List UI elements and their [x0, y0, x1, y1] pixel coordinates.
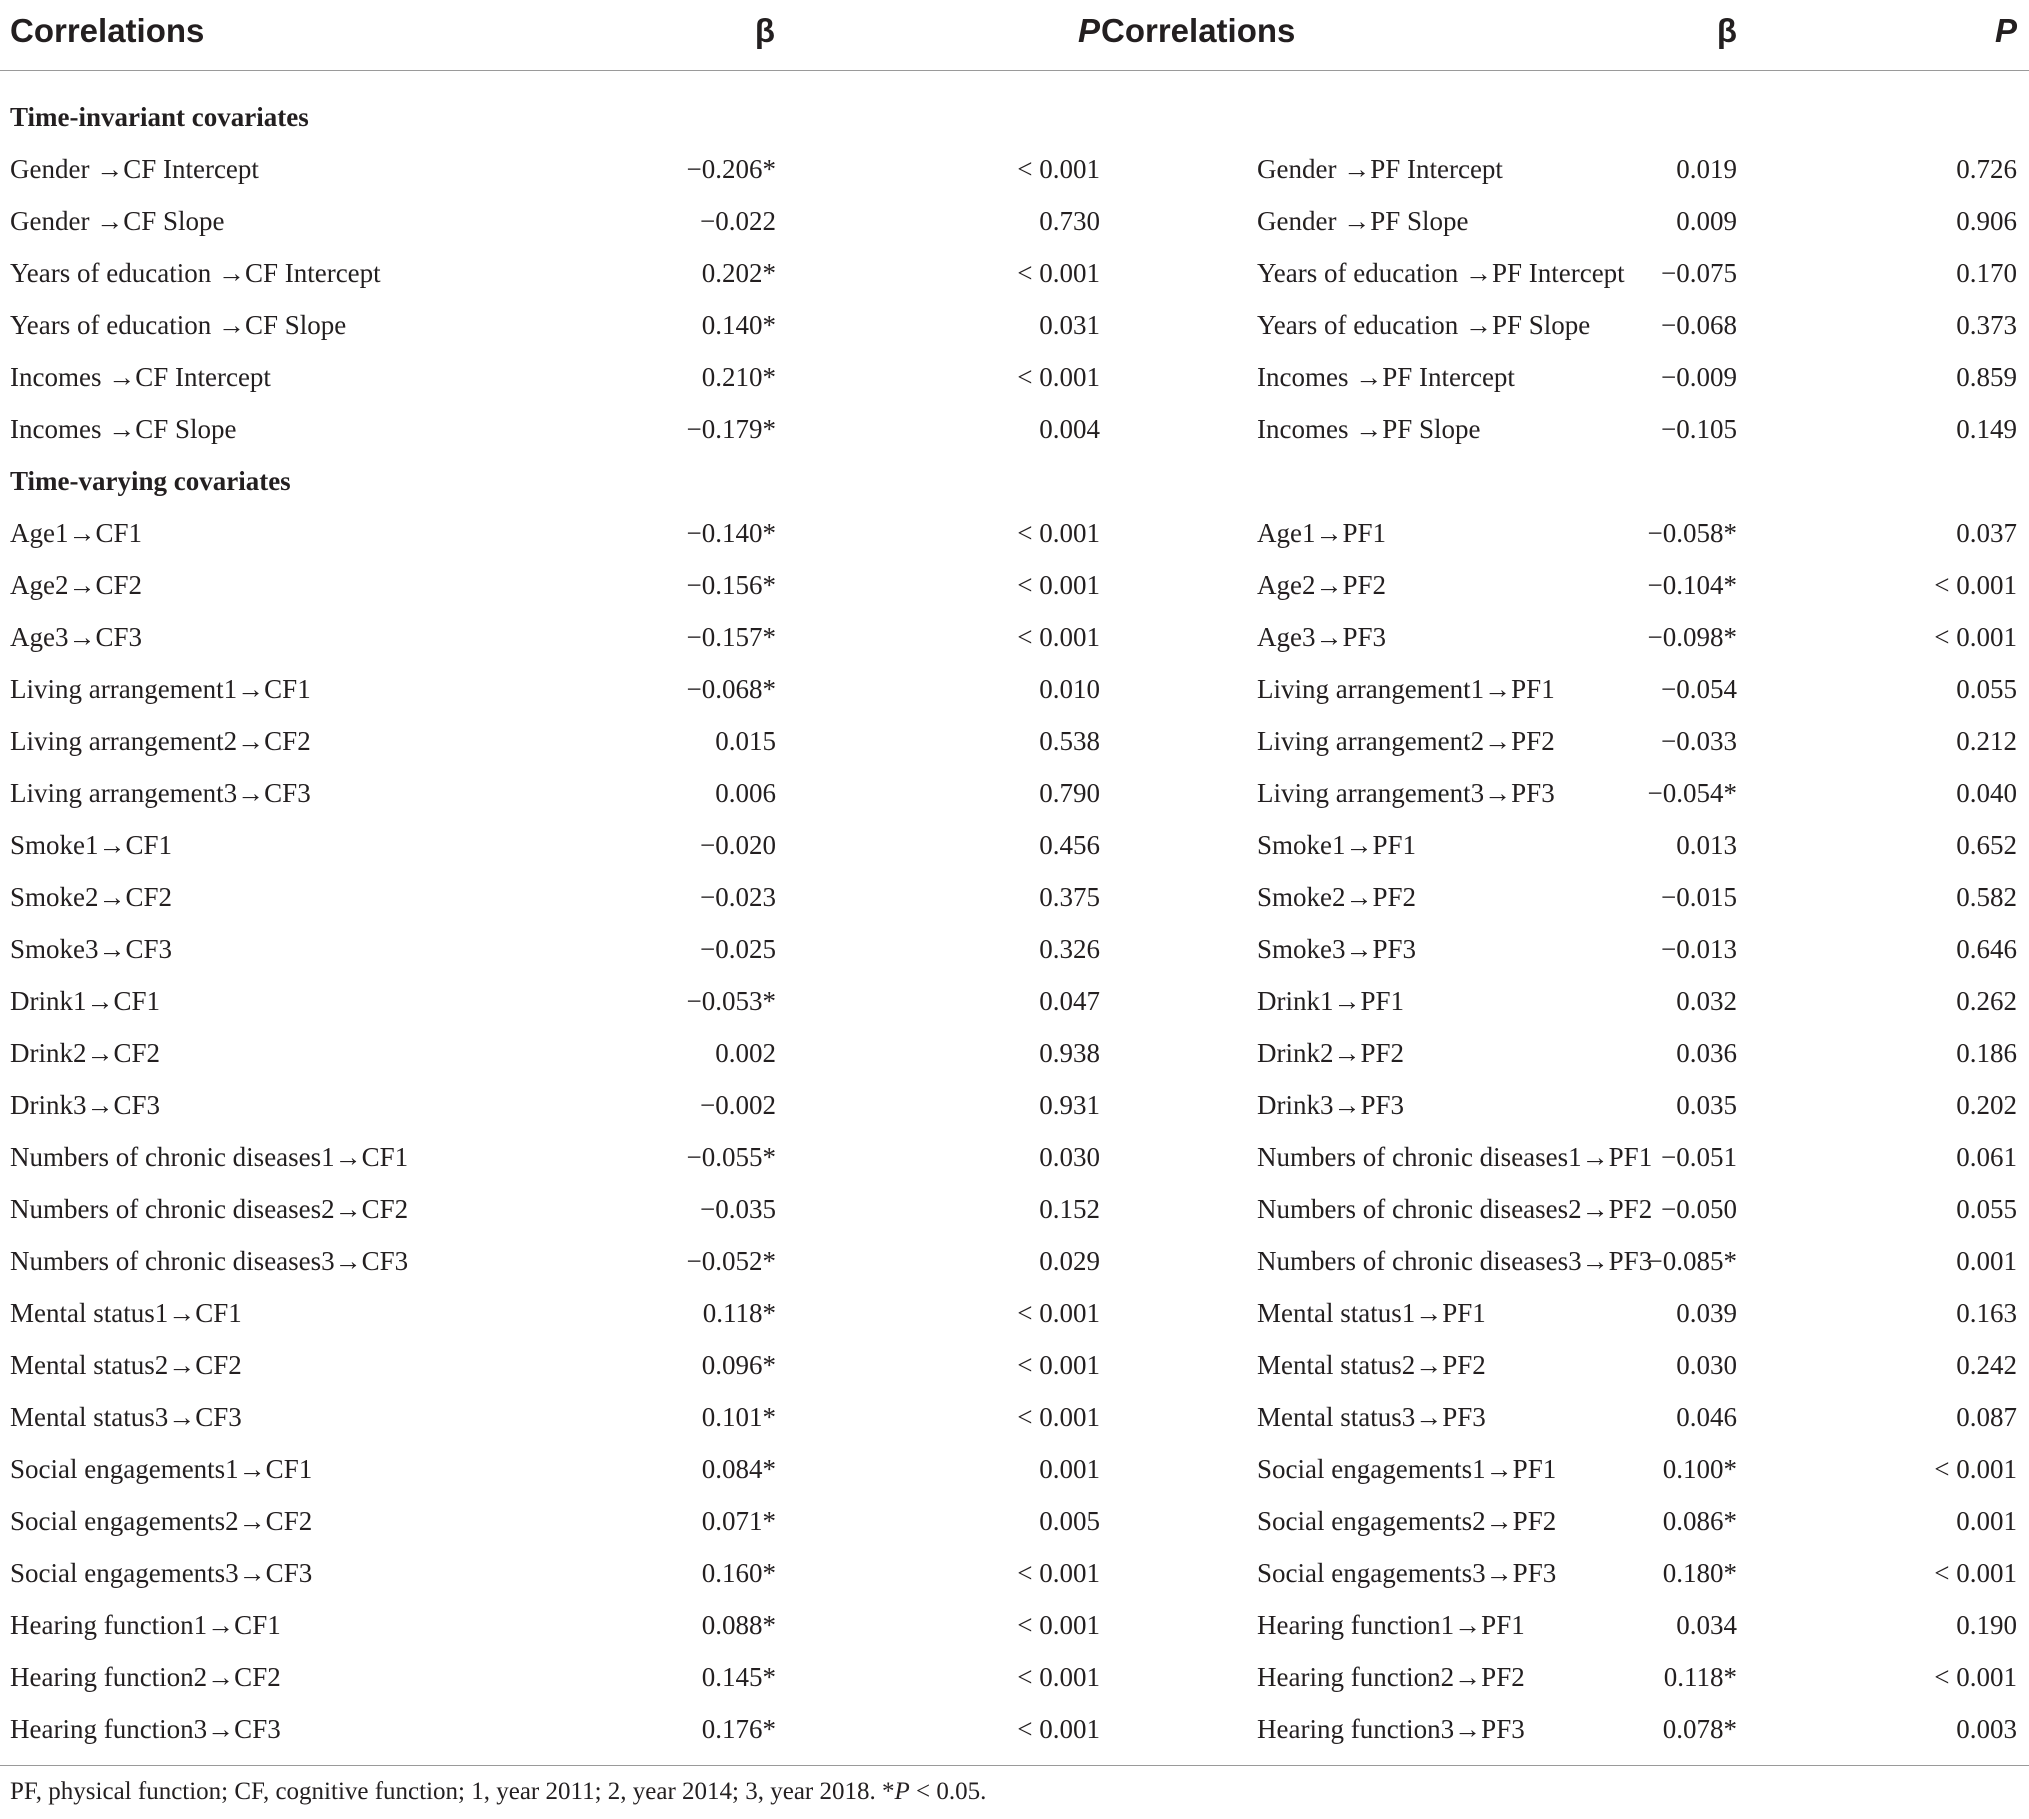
left-p-value: < 0.001	[1017, 153, 1100, 184]
left-beta-value: 0.002	[715, 1037, 776, 1068]
right-beta-value: −0.054	[1661, 673, 1737, 704]
right-p-value: 0.186	[1956, 1037, 2017, 1068]
right-correlation-label-text: Age1→PF1	[1257, 517, 1387, 548]
right-beta-value: −0.085*	[1647, 1245, 1737, 1276]
left-beta-value: −0.140*	[686, 517, 776, 548]
table-row	[0, 403, 2029, 455]
right-correlation-label-text: Drink3→PF3	[1257, 1089, 1405, 1120]
left-correlation-label: Numbers of chronic diseases1→CF1	[10, 1141, 409, 1172]
right-beta-value: 0.078*	[1480, 1703, 1820, 1766]
table-row	[0, 871, 2029, 923]
right-p-value: 0.170	[1956, 257, 2017, 288]
section-row-time-invariant	[0, 71, 2029, 144]
left-beta-value: −0.023	[700, 881, 776, 912]
left-correlation-label: Social engagements2→CF2	[10, 1505, 313, 1536]
left-correlation-label: Hearing function2→CF2	[10, 1661, 281, 1692]
right-correlation-label-text: Hearing function2→PF2	[1257, 1661, 1525, 1692]
left-correlation-label: Incomes →CF Intercept	[10, 361, 271, 392]
right-p-value: 0.087	[1956, 1401, 2017, 1432]
left-p-value: < 0.001	[1017, 1297, 1100, 1328]
right-correlation-label	[1100, 611, 1480, 663]
left-p-value: 0.010	[1039, 673, 1100, 704]
left-beta-value: −0.157*	[686, 621, 776, 652]
table-row	[0, 767, 2029, 819]
right-correlation-label-text: Age3→PF3	[1257, 621, 1387, 652]
right-correlation-label	[1100, 819, 1480, 871]
table-row	[0, 1495, 2029, 1547]
right-correlation-label	[1100, 1547, 1557, 1599]
right-correlation-label-text: Hearing function3→PF3	[1257, 1713, 1525, 1744]
left-p-value: 0.047	[1039, 985, 1100, 1016]
right-correlation-label-text: Social engagements1→PF1	[1257, 1453, 1557, 1484]
left-beta-value: 0.160*	[701, 1557, 776, 1588]
right-beta-value: −0.058*	[1647, 517, 1737, 548]
right-correlation-label	[1100, 1287, 1486, 1339]
right-beta-value: 0.019	[1676, 153, 1737, 184]
table-row	[0, 923, 2029, 975]
table-row	[0, 247, 2029, 299]
right-correlation-label	[1100, 1339, 1486, 1391]
right-p-value: 0.055	[1956, 673, 2017, 704]
table-row	[0, 663, 2029, 715]
left-p-value: 0.152	[1039, 1193, 1100, 1224]
right-beta-value: −0.075	[1661, 257, 1737, 288]
left-correlation-label: Age3→CF3	[10, 621, 143, 652]
left-beta-value: 0.096*	[701, 1349, 776, 1380]
left-beta-value: −0.002	[700, 1089, 776, 1120]
right-correlation-label	[1100, 195, 1480, 247]
right-p-value: 0.212	[1956, 725, 2017, 756]
left-p-value: 0.931	[1039, 1089, 1100, 1120]
left-p-value: 0.001	[1039, 1453, 1100, 1484]
left-beta-value: −0.206*	[686, 153, 776, 184]
right-p-value: 0.262	[1956, 985, 2017, 1016]
left-beta-value: −0.025	[700, 933, 776, 964]
table-row	[0, 1443, 2029, 1495]
header-row	[0, 0, 2029, 71]
right-p-value: 0.003	[1820, 1703, 2029, 1766]
right-correlation-label	[1100, 403, 1480, 455]
right-correlation-label-text: Living arrangement1→PF1	[1257, 673, 1555, 704]
right-p-value: 0.582	[1956, 881, 2017, 912]
left-correlation-label: Numbers of chronic diseases3→CF3	[10, 1245, 409, 1276]
table-row	[0, 975, 2029, 1027]
right-correlation-label-text: Mental status1→PF1	[1257, 1297, 1486, 1328]
left-correlation-label: Age1→CF1	[10, 517, 143, 548]
left-correlation-label: Drink3→CF3	[10, 1089, 161, 1120]
left-beta-value: −0.055*	[686, 1141, 776, 1172]
right-beta-value: −0.104*	[1647, 569, 1737, 600]
left-beta-value: 0.118*	[702, 1297, 776, 1328]
left-correlation-label: Living arrangement3→CF3	[10, 777, 311, 808]
left-p-value: < 0.001	[1017, 1661, 1100, 1692]
right-correlation-label-text: Gender →PF Slope	[1257, 205, 1469, 236]
right-p-value: 0.190	[1956, 1609, 2017, 1640]
right-correlation-label-text: Numbers of chronic diseases3→PF3	[1257, 1245, 1653, 1276]
right-correlation-label-text: Years of education →PF Intercept	[1257, 257, 1625, 288]
left-correlation-label: Smoke1→CF1	[10, 829, 173, 860]
right-beta-value: −0.105	[1661, 413, 1737, 444]
left-p-value: < 0.001	[1017, 1401, 1100, 1432]
left-correlation-label: Years of education →CF Intercept	[10, 257, 381, 288]
right-correlation-label	[1100, 1703, 1525, 1766]
left-correlation-label: Mental status2→CF2	[10, 1349, 242, 1380]
header-correlations-left: Correlations	[0, 0, 560, 71]
left-p-value: 0.456	[1039, 829, 1100, 860]
table-header	[0, 0, 2029, 71]
right-correlation-label-text: Social engagements3→PF3	[1257, 1557, 1557, 1588]
right-p-value: 0.726	[1956, 153, 2017, 184]
left-beta-value: −0.068*	[686, 673, 776, 704]
left-p-value: < 0.001	[940, 1703, 1100, 1766]
left-correlation-label: Living arrangement1→CF1	[10, 673, 311, 704]
right-correlation-label	[1100, 299, 1591, 351]
left-beta-value: −0.156*	[686, 569, 776, 600]
table-row	[0, 559, 2029, 611]
left-correlation-label: Hearing function3→CF3	[0, 1703, 560, 1766]
table-row	[0, 1027, 2029, 1079]
right-correlation-label-text: Incomes →PF Slope	[1257, 413, 1481, 444]
left-p-value: 0.029	[1039, 1245, 1100, 1276]
left-beta-value: −0.053*	[686, 985, 776, 1016]
table-row	[0, 1547, 2029, 1599]
left-p-value: < 0.001	[1017, 257, 1100, 288]
right-correlation-label-text: Hearing function1→PF1	[1257, 1609, 1525, 1640]
right-correlation-label	[1100, 1495, 1557, 1547]
right-p-value: < 0.001	[1934, 1453, 2017, 1484]
left-beta-value: 0.140*	[701, 309, 776, 340]
right-beta-value: 0.009	[1676, 205, 1737, 236]
right-p-value: 0.202	[1956, 1089, 2017, 1120]
right-p-value: 0.055	[1956, 1193, 2017, 1224]
table-row	[0, 1079, 2029, 1131]
header-p-right: P	[1820, 0, 2029, 71]
left-correlation-label: Living arrangement2→CF2	[10, 725, 311, 756]
footnote	[10, 1779, 986, 1804]
right-correlation-label-text: Mental status2→PF2	[1257, 1349, 1486, 1380]
left-p-value: 0.730	[1039, 205, 1100, 236]
left-beta-value: 0.015	[715, 725, 776, 756]
right-correlation-label-text: Mental status3→PF3	[1257, 1401, 1486, 1432]
left-beta-value: 0.071*	[701, 1505, 776, 1536]
right-beta-value: 0.180*	[1662, 1557, 1737, 1588]
left-p-value: 0.004	[1039, 413, 1100, 444]
table-row	[0, 1339, 2029, 1391]
right-correlation-label-text: Living arrangement2→PF2	[1257, 725, 1555, 756]
left-beta-value: −0.020	[700, 829, 776, 860]
section-heading-time-invariant: Time-invariant covariates	[10, 101, 309, 132]
right-correlation-label	[1100, 1131, 1653, 1183]
right-correlation-label	[1100, 1599, 1525, 1651]
right-correlation-label-text: Age2→PF2	[1257, 569, 1387, 600]
left-correlation-label: Drink1→CF1	[10, 985, 161, 1016]
left-beta-value: −0.052*	[686, 1245, 776, 1276]
table-row	[0, 611, 2029, 663]
right-p-value: < 0.001	[1934, 569, 2017, 600]
table-row	[0, 1391, 2029, 1443]
left-correlation-label: Social engagements3→CF3	[10, 1557, 313, 1588]
right-p-value: 0.646	[1956, 933, 2017, 964]
left-correlation-label: Age2→CF2	[10, 569, 143, 600]
right-p-value: < 0.001	[1934, 1557, 2017, 1588]
right-beta-value: −0.054*	[1647, 777, 1737, 808]
left-beta-value: 0.006	[715, 777, 776, 808]
right-correlation-label-text: Drink1→PF1	[1257, 985, 1405, 1016]
right-correlation-label-text: Smoke2→PF2	[1257, 881, 1417, 912]
right-beta-value: 0.036	[1676, 1037, 1737, 1068]
right-beta-value: 0.118*	[1663, 1661, 1737, 1692]
left-correlation-label: Mental status3→CF3	[10, 1401, 242, 1432]
right-correlation-label-text: Social engagements2→PF2	[1257, 1505, 1557, 1536]
right-beta-value: 0.039	[1676, 1297, 1737, 1328]
right-p-value: 0.242	[1956, 1349, 2017, 1380]
left-p-value: < 0.001	[1017, 1349, 1100, 1380]
right-beta-value: 0.013	[1676, 829, 1737, 860]
left-correlation-label: Smoke3→CF3	[10, 933, 173, 964]
left-correlation-label: Gender →CF Intercept	[10, 153, 259, 184]
right-p-value: 0.859	[1956, 361, 2017, 392]
section-heading-time-varying: Time-varying covariates	[10, 465, 291, 496]
left-beta-value: 0.202*	[701, 257, 776, 288]
right-beta-value: −0.009	[1661, 361, 1737, 392]
right-beta-value: −0.098*	[1647, 621, 1737, 652]
right-beta-value: −0.051	[1661, 1141, 1737, 1172]
footnote-p-symbol: P	[894, 1778, 910, 1805]
right-correlation-label	[1100, 767, 1555, 819]
right-correlation-label	[1100, 1651, 1525, 1703]
right-correlation-label	[1100, 923, 1480, 975]
header-beta-left: β	[560, 0, 940, 71]
left-beta-value: 0.088*	[701, 1609, 776, 1640]
right-beta-value: 0.086*	[1662, 1505, 1737, 1536]
left-p-value: 0.326	[1039, 933, 1100, 964]
right-correlation-label-text: Numbers of chronic diseases1→PF1	[1257, 1141, 1653, 1172]
left-correlation-label: Smoke2→CF2	[10, 881, 173, 912]
left-p-value: < 0.001	[1017, 621, 1100, 652]
table-row	[0, 1599, 2029, 1651]
left-correlation-label: Social engagements1→CF1	[10, 1453, 313, 1484]
right-p-value: 0.037	[1956, 517, 2017, 548]
left-beta-value: 0.084*	[701, 1453, 776, 1484]
right-correlation-label	[1100, 247, 1625, 299]
right-correlation-label	[1100, 1079, 1480, 1131]
right-correlation-label-text: Living arrangement3→PF3	[1257, 777, 1555, 808]
right-correlation-label	[1100, 559, 1480, 611]
right-beta-value: 0.030	[1676, 1349, 1737, 1380]
right-correlation-label	[1100, 975, 1480, 1027]
table-row	[0, 299, 2029, 351]
right-correlation-label-text: Smoke1→PF1	[1257, 829, 1417, 860]
left-beta-value: −0.035	[700, 1193, 776, 1224]
table-row	[0, 819, 2029, 871]
right-correlation-label	[1100, 507, 1480, 559]
left-p-value: < 0.001	[1017, 361, 1100, 392]
footnote-text: PF, physical function; CF, cognitive function; 1, year 2011; 2, year 2014; 3, year 2018. *	[10, 1778, 895, 1805]
table-row	[0, 507, 2029, 559]
left-correlation-label: Numbers of chronic diseases2→CF2	[10, 1193, 409, 1224]
right-p-value: 0.163	[1956, 1297, 2017, 1328]
right-correlation-label	[1100, 143, 1503, 195]
right-correlation-label	[1100, 351, 1515, 403]
left-beta-value: 0.176*	[560, 1703, 940, 1766]
table-row	[0, 1183, 2029, 1235]
right-correlation-label	[1100, 1443, 1557, 1495]
right-correlation-label	[1100, 715, 1555, 767]
left-correlation-label: Mental status1→CF1	[10, 1297, 242, 1328]
right-correlation-label	[1100, 663, 1555, 715]
right-correlation-label-text: Years of education →PF Slope	[1257, 309, 1591, 340]
header-p-left: P	[940, 0, 1100, 71]
right-correlation-label-text: Smoke3→PF3	[1257, 933, 1417, 964]
left-p-value: < 0.001	[1017, 1557, 1100, 1588]
left-beta-value: 0.210*	[701, 361, 776, 392]
table-row	[0, 351, 2029, 403]
left-beta-value: 0.145*	[701, 1661, 776, 1692]
left-correlation-label: Drink2→CF2	[10, 1037, 161, 1068]
table-row	[0, 1651, 2029, 1703]
table-row	[0, 195, 2029, 247]
left-p-value: 0.375	[1039, 881, 1100, 912]
left-correlation-label: Incomes →CF Slope	[10, 413, 237, 444]
right-beta-value: 0.046	[1676, 1401, 1737, 1432]
right-p-value: 0.040	[1956, 777, 2017, 808]
right-beta-value: −0.050	[1661, 1193, 1737, 1224]
left-beta-value: 0.101*	[701, 1401, 776, 1432]
right-beta-value: 0.035	[1676, 1089, 1737, 1120]
left-p-value: 0.938	[1039, 1037, 1100, 1068]
right-correlation-label-text: Numbers of chronic diseases2→PF2	[1257, 1193, 1653, 1224]
left-p-value: < 0.001	[1017, 569, 1100, 600]
table-row	[0, 1703, 2029, 1766]
right-p-value: 0.149	[1956, 413, 2017, 444]
left-beta-value: −0.022	[700, 205, 776, 236]
left-p-value: < 0.001	[1017, 517, 1100, 548]
left-p-value: 0.030	[1039, 1141, 1100, 1172]
right-correlation-label	[1100, 1027, 1480, 1079]
right-beta-value: 0.034	[1676, 1609, 1737, 1640]
left-correlation-label: Years of education →CF Slope	[10, 309, 347, 340]
left-p-value: 0.538	[1039, 725, 1100, 756]
section-row-time-varying	[0, 455, 2029, 507]
table-row	[0, 1131, 2029, 1183]
left-correlation-label: Gender →CF Slope	[10, 205, 225, 236]
right-beta-value: −0.033	[1661, 725, 1737, 756]
table-row	[0, 1235, 2029, 1287]
left-p-value: 0.031	[1039, 309, 1100, 340]
table-row	[0, 715, 2029, 767]
right-beta-value: −0.068	[1661, 309, 1737, 340]
right-beta-value: 0.100*	[1662, 1453, 1737, 1484]
right-correlation-label	[1100, 871, 1480, 923]
left-p-value: < 0.001	[1017, 1609, 1100, 1640]
right-beta-value: −0.013	[1661, 933, 1737, 964]
table-row	[0, 143, 2029, 195]
right-p-value: 0.373	[1956, 309, 2017, 340]
right-beta-value: −0.015	[1661, 881, 1737, 912]
left-correlation-label: Hearing function1→CF1	[10, 1609, 281, 1640]
header-correlations-right-text: Correlations	[1101, 11, 1296, 49]
right-correlation-label	[1100, 1235, 1653, 1287]
header-beta-right: β	[1480, 0, 1820, 71]
left-p-value: 0.005	[1039, 1505, 1100, 1536]
right-p-value: < 0.001	[1934, 621, 2017, 652]
right-correlation-label	[1100, 1391, 1486, 1443]
right-p-value: 0.001	[1956, 1245, 2017, 1276]
left-beta-value: −0.179*	[686, 413, 776, 444]
left-p-value: 0.790	[1039, 777, 1100, 808]
table-row	[0, 1287, 2029, 1339]
right-beta-value: 0.032	[1676, 985, 1737, 1016]
right-correlation-label	[1100, 1183, 1653, 1235]
right-p-value: 0.001	[1956, 1505, 2017, 1536]
footnote-tail: < 0.05.	[909, 1778, 987, 1805]
header-correlations-right	[1100, 0, 1480, 71]
right-p-value: 0.652	[1956, 829, 2017, 860]
right-p-value: 0.061	[1956, 1141, 2017, 1172]
right-correlation-label-text: Gender →PF Intercept	[1257, 153, 1503, 184]
right-p-value: 0.906	[1956, 205, 2017, 236]
right-p-value: < 0.001	[1934, 1661, 2017, 1692]
table-body	[0, 71, 2029, 1766]
right-correlation-label-text: Drink2→PF2	[1257, 1037, 1405, 1068]
right-correlation-label-text: Incomes →PF Intercept	[1257, 361, 1515, 392]
